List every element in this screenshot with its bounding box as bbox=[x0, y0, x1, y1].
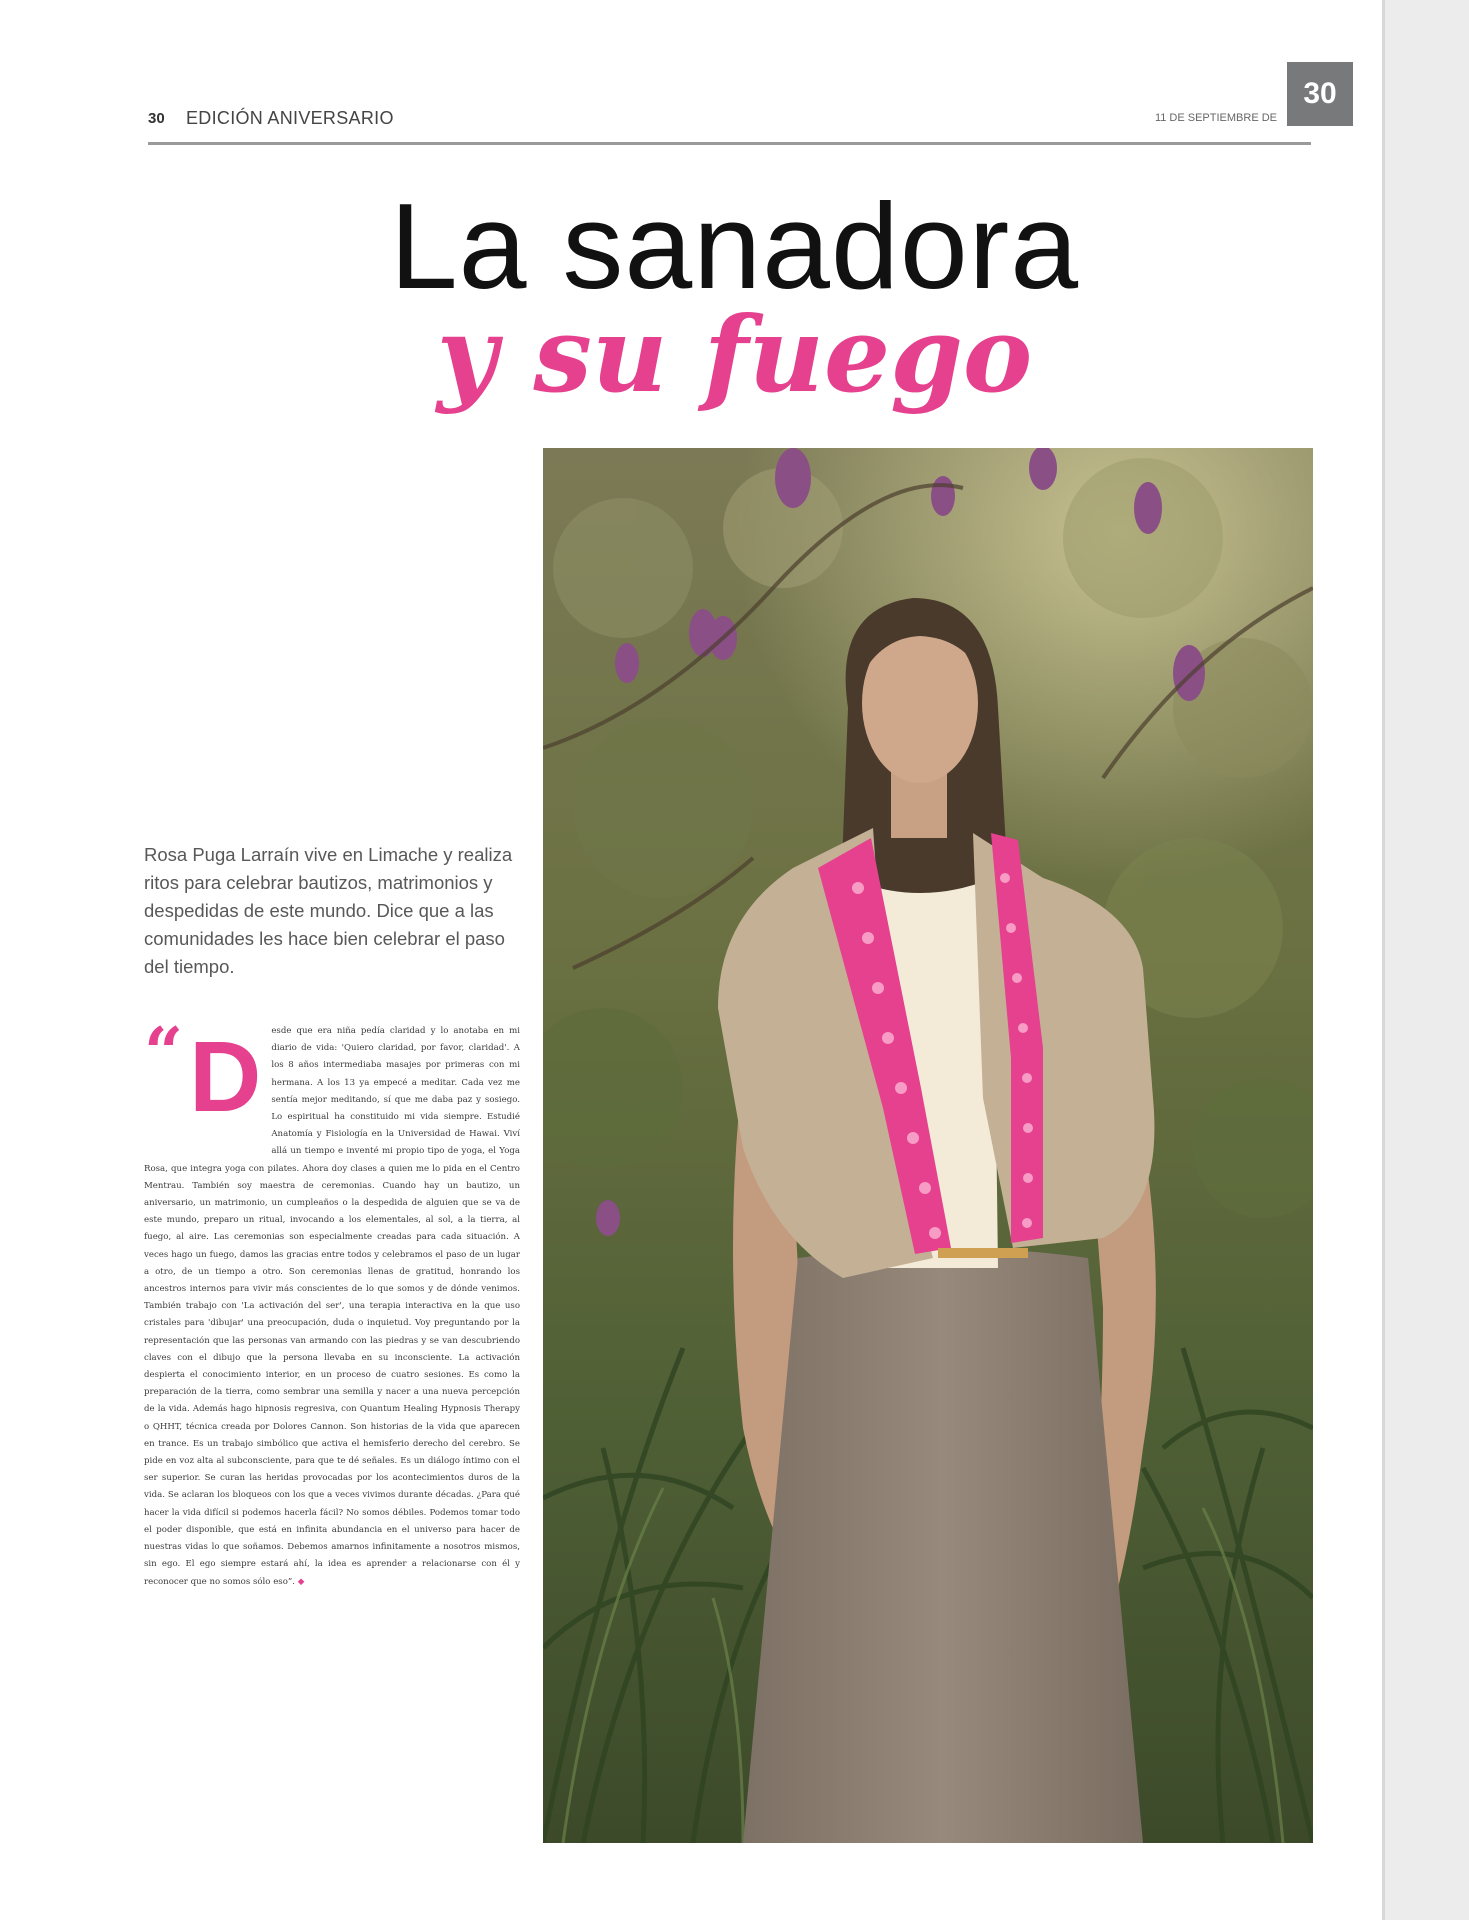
headline-line-1: La sanadora bbox=[389, 178, 1080, 314]
drop-cap-letter: D bbox=[189, 1021, 262, 1133]
page-header bbox=[148, 106, 1311, 145]
opening-quote-mark: “ bbox=[144, 1013, 184, 1093]
end-mark: ◆ bbox=[297, 1576, 305, 1587]
page-number-box: 30 bbox=[1287, 62, 1353, 126]
portrait-photo bbox=[543, 448, 1313, 1843]
header-page-number: 30 bbox=[148, 110, 165, 127]
article-body bbox=[144, 1013, 520, 1591]
header-date: 11 DE SEPTIEMBRE DE bbox=[1154, 112, 1277, 124]
headline-line-2: y su fuego bbox=[436, 293, 1033, 416]
article-body-text: esde que era niña pedía claridad y lo anotaba en mi diario de vida: 'Quiero claridad, por favor, claridad'. A los 8 años intermediaba masajes por primeras con mi hermana. A los 13 ya empecé a meditar. Cada vez me sentía mejor meditando, sí que me daba paz y sosiego. Lo espiritual ha constituido mi vida siempre. Estudié Anatomía y Fisiología en la Universidad de Hawai. Viví allá un tiempo e inventé mi propio tipo de yoga, el Yoga Rosa, que integra yoga con pilates. Ahora doy clases a quien me lo pida en el Centro Mentrau. También soy maestra de ceremonias. Cuando hay un bautizo, un aniversario, un matrimonio, un cumpleaños o la despedida de alguien que se va de este mundo, preparo un ritual, invocando a los elementales, al sol, a la tierra, al fuego, al aire. Las ceremonias son especialmente creadas para cada situación. A veces hago un fuego, damos las gracias entre todos y celebramos el paso de un lugar a otro, de un tiempo a otro. Son ceremonias llenas de gratitud, honrando los ancestros internos para vivir más conscientes de lo que somos y de dónde venimos. También trabajo con 'La activación del ser', una terapia interactiva en la que uso cristales para 'dibujar' una preocupación, duda o inquietud. Voy preguntando por la representación que las personas van armando con las piedras y se van descubriendo claves con el dibujo que la persona llevaba en su inconsciente. La activación despierta el conocimiento interior, en un proceso de cuatro sesiones. Es como la preparación de la tierra, como sembrar una semilla y nacer a una nueva percepción de la vida. Además hago hipnosis regresiva, con Quantum Healing Hypnosis Therapy o QHHT, técnica creada por Dolores Cannon. Son historias de la vida que aparecen en trance. Es un trabajo simbólico que activa el hemisferio derecho del cerebro. Se pide en voz alta al subconsciente, para que te dé señales. Es un diálogo íntimo con el ser superior. Se curan las heridas provocadas por los acontecimientos duros de la vida. Se aclaran los bloqueos con los que a veces vivimos durante décadas. ¿Para qué hacer la vida difícil si podemos hacerla fácil? No somos débiles. Podemos tomar todo el poder disponible, que está en infinita abundancia en el universo para hacer de nuestras vidas lo que soñamos. Debemos amarnos infinitamente a nosotros mismos, sin ego. El ego siempre estará ahí, la idea es aprender a relacionarse con él y reconocer que no somos sólo eso”. bbox=[144, 1026, 520, 1587]
article-lede: Rosa Puga Larraín vive en Limache y realiza ritos para celebrar bautizos, matrimonios y despedidas de este mundo. Dice que a las comunidades les hace bien celebrar el paso del tiempo. bbox=[144, 843, 513, 977]
page-edge bbox=[1382, 0, 1385, 1920]
drop-cap-block bbox=[144, 1013, 262, 1145]
header-section-title: EDICIÓN ANIVERSARIO bbox=[186, 108, 394, 128]
